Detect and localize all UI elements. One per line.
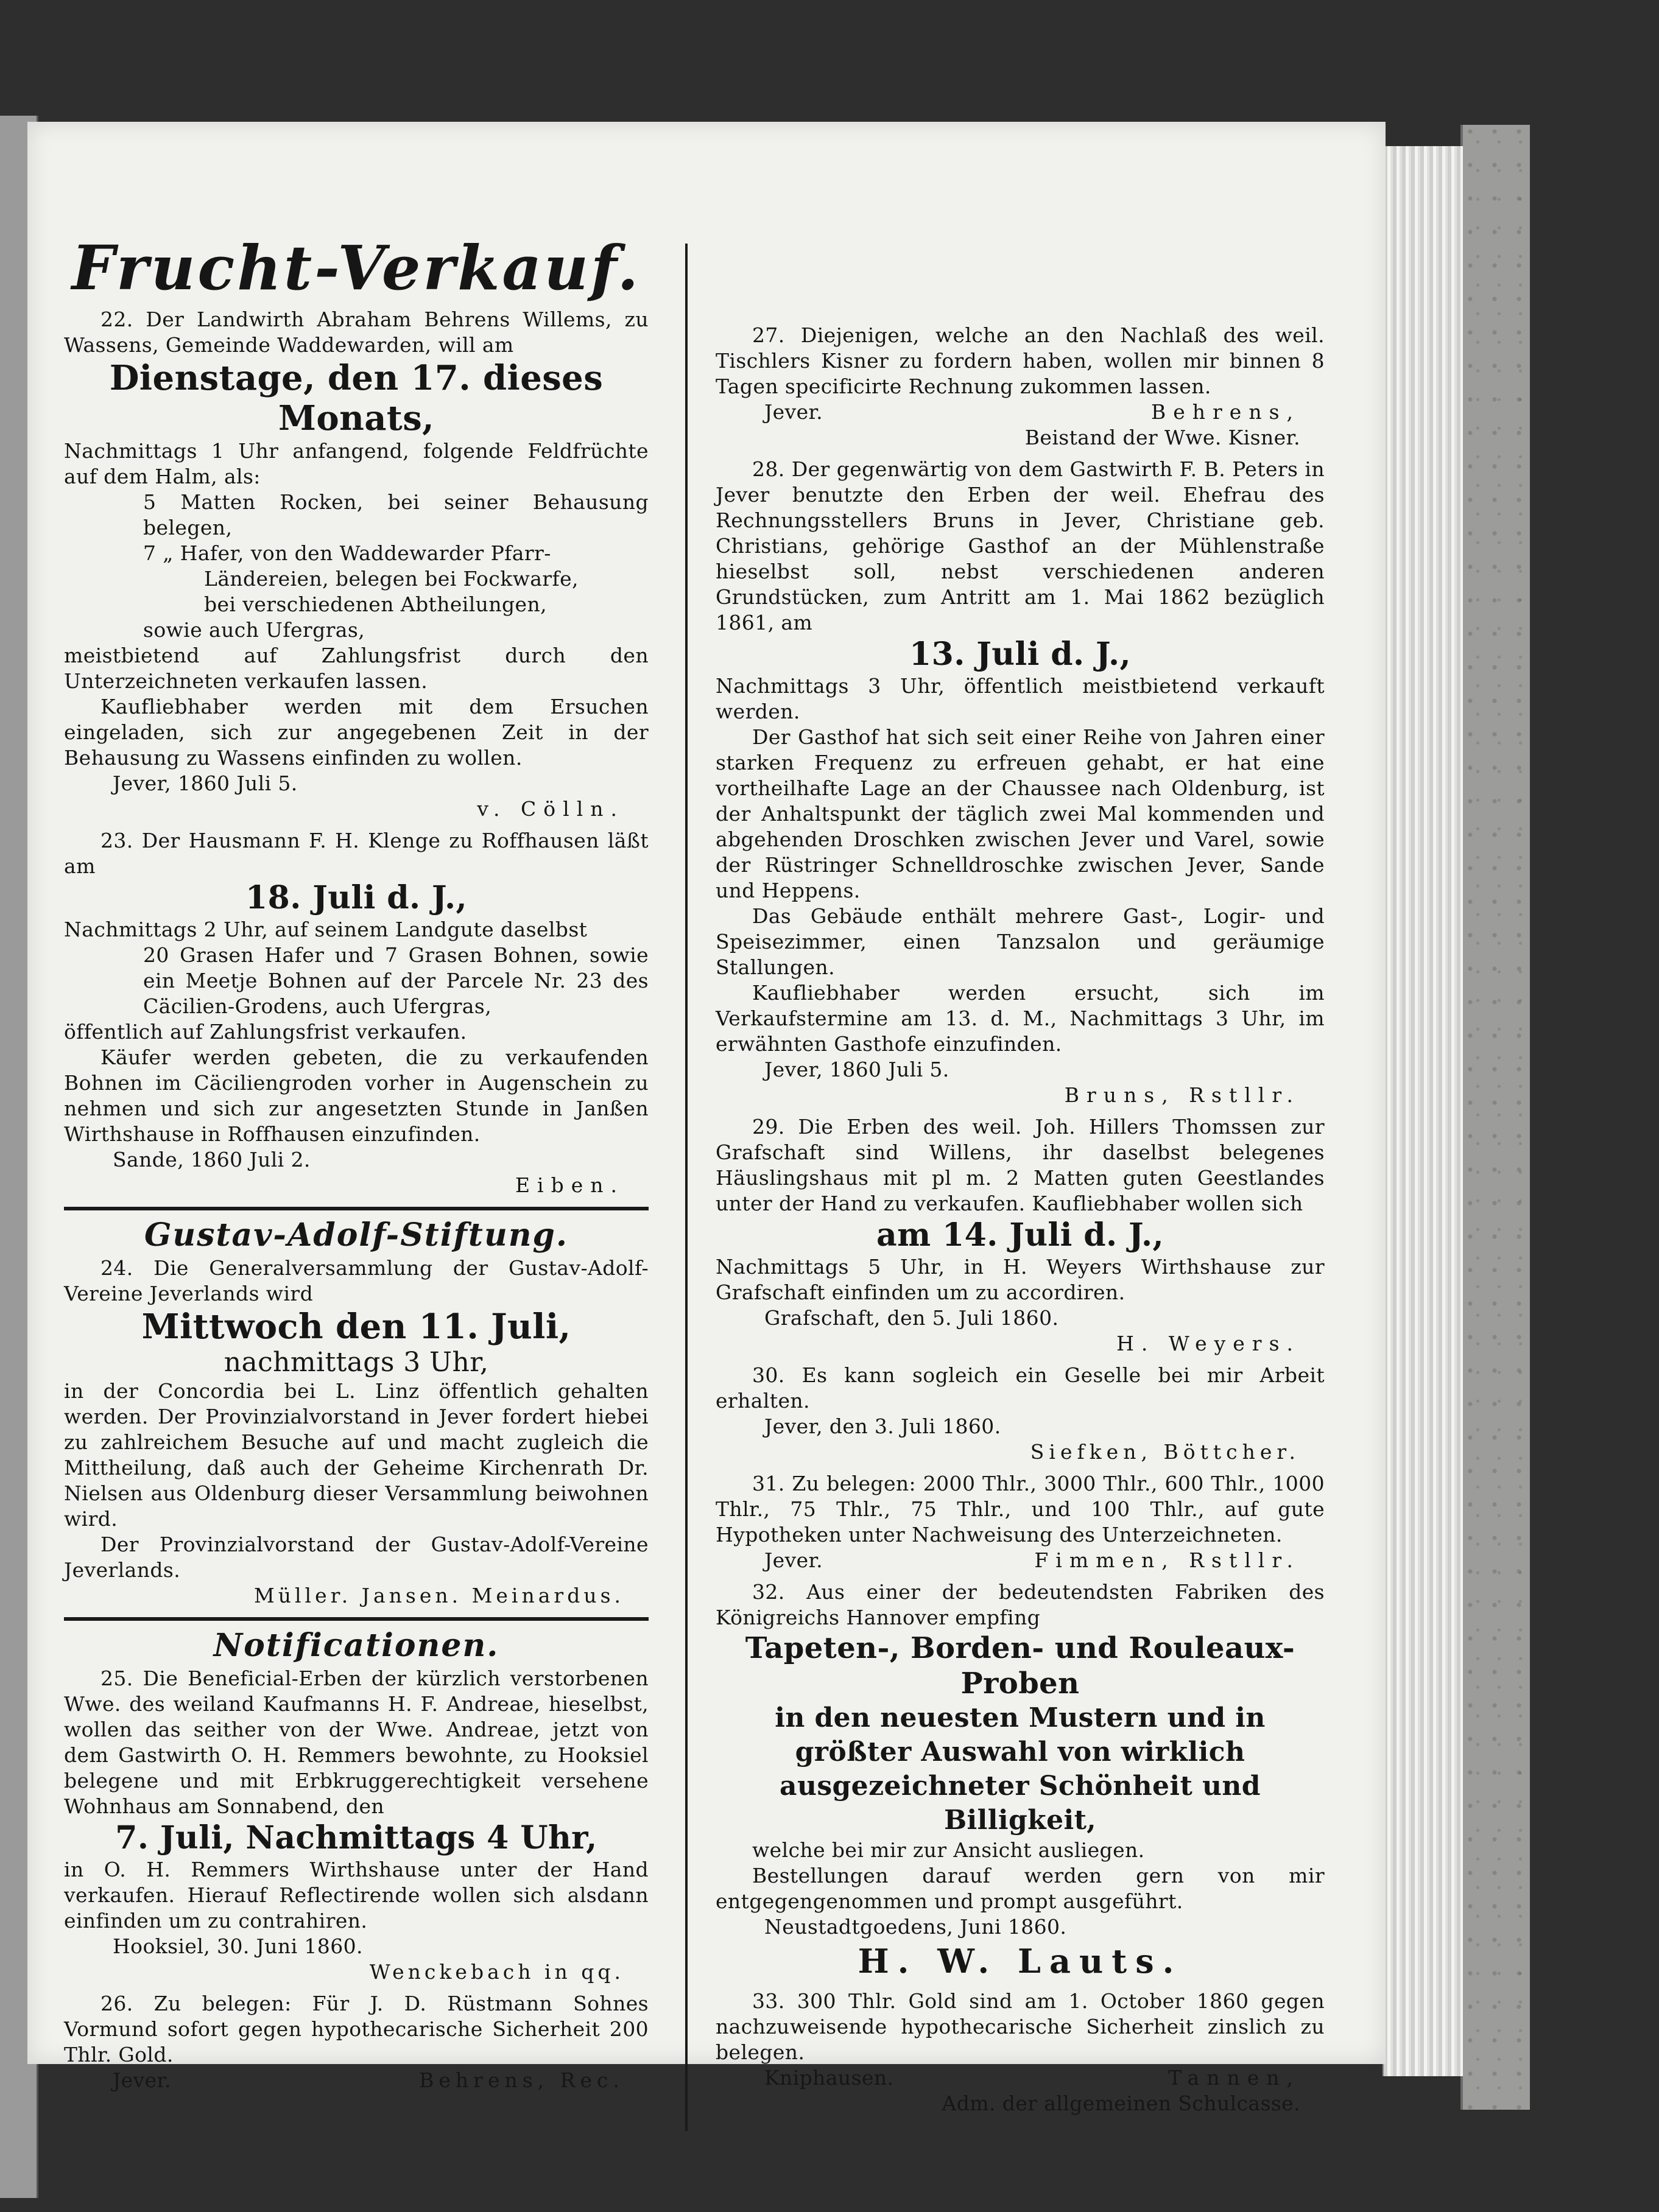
notice-27-signature: Behrens, xyxy=(1150,400,1300,424)
notice-31-place: Jever. xyxy=(764,1548,823,1572)
notice-27-role: Beistand der Wwe. Kisner. xyxy=(1024,426,1300,449)
notice-32-intro: 32. Aus einer der bedeutendsten Fabriken des Königreichs Hannover empfing xyxy=(716,1580,1325,1629)
notice-29-date: am 14. Juli d. J., xyxy=(876,1217,1164,1254)
notice-26-body: 26. Zu belegen: Für J. D. Rüstmann Sohnes Vormund sofort gegen hypothecarische Sicherheit 200 Thlr. Gold. xyxy=(64,1992,649,2066)
notice-33-role: Adm. der allgemeinen Schulcasse. xyxy=(942,2091,1300,2115)
notice-28-rooms: Das Gebäude enthält mehrere Gast-, Logir- und Speisezimmer, einen Tanzsalon und geräumige Stallungen. xyxy=(716,904,1325,979)
notice-25-dateline: Hooksiel, 30. Juni 1860. xyxy=(113,1934,363,1958)
notice-24-signatures: Müller. Jansen. Meinardus. xyxy=(253,1584,624,1607)
notice-27-body: 27. Diejenigen, welche an den Nachlaß des weil. Tischlers Kisner zu fordern haben, wollen mir binnen 8 Tagen specificirte Rechnung zukommen lassen. xyxy=(716,323,1325,398)
heading-notificationen: Notificationen. xyxy=(213,1627,499,1664)
notice-26-place: Jever. xyxy=(113,2068,171,2092)
notice-31-body: 31. Zu belegen: 2000 Thlr., 3000 Thlr., 600 Thlr., 1000 Thlr., 75 Thlr., 75 Thlr., und 100 Thlr., auf gute Hypotheken unter Nachweisung des Unterzeichneten. xyxy=(716,1472,1325,1547)
notice-30 xyxy=(716,1363,1325,1465)
notice-23-terms: öffentlich auf Zahlungsfrist verkaufen. xyxy=(64,1020,467,1044)
notice-28-desc: Der Gasthof hat sich seit einer Reihe von Jahren einer starken Frequenz zu erfreuen gehabt, er hat eine vortheilhafte Lage an der Chaussee nach Oldenburg, ist der Anhaltspunkt der täglich zwei Mal kommenden und abgehenden Droschken zwischen Jever und Varel, sowie der Rüstringer Schnelldroschke zwischen Jever, Sande und Heppens. xyxy=(716,725,1325,902)
notice-33-signature: Tannen, xyxy=(1168,2066,1300,2090)
notice-22-dateline: Jever, 1860 Juli 5. xyxy=(113,771,298,795)
notice-22-item-4: bei verschiedenen Abtheilungen, xyxy=(204,592,547,616)
notice-29-intro: 29. Die Erben des weil. Joh. Hillers Thomssen zur Grafschaft sind Willens, ihr daselbst belegenes Häuslingshaus mit pl m. 2 Matten guten Geestlandes unter der Hand zu verkaufen. Kaufliebhaber wollen sich xyxy=(716,1115,1325,1215)
notice-30-body: 30. Es kann sogleich ein Geselle bei mir Arbeit erhalten. xyxy=(716,1363,1325,1413)
notice-24-date: Mittwoch den 11. Juli, xyxy=(141,1307,571,1347)
notice-22-time: Nachmittags 1 Uhr anfangend, folgende Feldfrüchte auf dem Halm, als: xyxy=(64,439,649,488)
notice-22-invite: Kaufliebhaber werden mit dem Ersuchen eingeladen, sich zur angegebenen Zeit in der Behausung zu Wassens einfinden zu wollen. xyxy=(64,695,649,770)
notice-24-board: Der Provinzialvorstand der Gustav-Adolf-Vereine Jeverlands. xyxy=(64,1533,649,1582)
notice-28-intro: 28. Der gegenwärtig von dem Gastwirth F. B. Peters in Jever benutzte den Erben der weil. Ehefrau des Rechnungsstellers Bruns in Jever, Christiane geb. Christians, gehörige Gasthof an der Mühlenstraße hieselbst soll, nebst verschiedenen anderen Grundstücken, zum Antritt am 1. Mai 1862 bezüglich 1861, am xyxy=(716,457,1325,634)
notice-32-signature: H. W. Lauts. xyxy=(858,1942,1183,1981)
notice-24-body: in der Concordia bei L. Linz öffentlich gehalten werden. Der Provinzialvorstand in Jever fordert hiebei zu zahlreichem Besuche auf und macht zugleich die Mittheilung, daß auch der Geheime Kirchenrath Dr. Nielsen aus Oldenburg dieser Versammlung beiwohnen wird. xyxy=(64,1379,649,1531)
notice-32-headline-3: in den neuesten Mustern und in größter Auswahl von wirklich ausgezeichneter Schönheit und Billigkeit, xyxy=(775,1702,1266,1836)
notice-25 xyxy=(64,1666,649,1985)
heading-gustav-adolf: Gustav-Adolf-Stiftung. xyxy=(144,1217,569,1254)
notice-23-signature: Eiben. xyxy=(515,1173,624,1197)
notice-22-item-2: 7 „ Hafer, von den Waddewarder Pfarr- xyxy=(143,541,551,565)
notice-28 xyxy=(716,457,1325,1108)
notice-30-signature: Siefken, Böttcher. xyxy=(1030,1440,1300,1464)
notice-23 xyxy=(64,828,649,1198)
notice-22-item-3: Ländereien, belegen bei Fockwarfe, xyxy=(204,567,579,591)
notice-24-intro: 24. Die Generalversammlung der Gustav-Adolf-Vereine Jeverlands wird xyxy=(64,1256,649,1305)
notice-33-place: Kniphausen. xyxy=(764,2066,894,2090)
notice-23-time: Nachmittags 2 Uhr, auf seinem Landgute daselbst xyxy=(64,918,588,941)
heading-frucht-verkauf: Frucht-Verkauf. xyxy=(71,232,641,304)
notice-28-dateline: Jever, 1860 Juli 5. xyxy=(764,1058,949,1081)
notice-23-items: 20 Grasen Hafer und 7 Grasen Bohnen, sowie ein Meetje Bohnen auf der Parcele Nr. 23 des Cäcilien-Grodens, auch Ufergras, xyxy=(143,943,649,1018)
notice-22-item-1: 5 Matten Rocken, bei seiner Behausung belegen, xyxy=(143,490,649,539)
section-rule xyxy=(64,1207,649,1210)
notice-28-signature: Bruns, Rstllr. xyxy=(1064,1083,1300,1107)
notice-27 xyxy=(716,323,1325,451)
notice-29 xyxy=(716,1114,1325,1357)
notice-24-time: nachmittags 3 Uhr, xyxy=(224,1347,489,1378)
notice-33 xyxy=(716,1989,1325,2116)
notice-28-invite: Kaufliebhaber werden ersucht, sich im Verkaufstermine am 13. d. M., Nachmittags 3 Uhr, im erwähnten Gasthofe einzufinden. xyxy=(716,981,1325,1056)
notice-32-note: welche bei mir zur Ansicht ausliegen. xyxy=(752,1838,1145,1862)
notice-32 xyxy=(716,1579,1325,1982)
notice-27-place: Jever. xyxy=(764,400,823,424)
notice-22-date: Dienstage, den 17. dieses Monats, xyxy=(109,358,604,438)
page-stack-edge xyxy=(1382,146,1463,2076)
notice-22-signature: v. Cölln. xyxy=(477,797,624,821)
notice-32-headline-1: Tapeten-, Borden- und Rouleaux- xyxy=(745,1631,1295,1665)
notice-28-date: 13. Juli d. J., xyxy=(909,636,1131,673)
notice-25-date: 7. Juli, Nachmittags 4 Uhr, xyxy=(115,1819,597,1856)
notice-26 xyxy=(64,1991,649,2093)
notice-33-body: 33. 300 Thlr. Gold sind am 1. October 1860 gegen nachzuweisende hypothecarische Sicherheit zinslich zu belegen. xyxy=(716,1989,1325,2064)
column-divider xyxy=(685,244,688,2131)
notice-28-time: Nachmittags 3 Uhr, öffentlich meistbietend verkauft werden. xyxy=(716,674,1325,723)
notice-24 xyxy=(64,1255,649,1609)
notice-29-signature: H. Weyers. xyxy=(1116,1332,1300,1355)
notice-32-dateline: Neustadtgoedens, Juni 1860. xyxy=(764,1915,1067,1939)
notice-23-date: 18. Juli d. J., xyxy=(245,879,467,916)
notice-31 xyxy=(716,1471,1325,1573)
section-rule xyxy=(64,1617,649,1621)
notice-25-intro: 25. Die Beneficial-Erben der kürzlich verstorbenen Wwe. des weiland Kaufmanns H. F. Andreae, hieselbst, wollen das seither von der Wwe. Andreae, jetzt von dem Gastwirth O. H. Remmers bewohnte, zu Hooksiel belegene und mit Erbkruggerechtigkeit versehene Wohnhaus am Sonnabend, den xyxy=(64,1666,649,1818)
notice-29-dateline: Grafschaft, den 5. Juli 1860. xyxy=(764,1306,1059,1330)
notice-31-signature: Fimmen, Rstllr. xyxy=(1034,1548,1300,1572)
notice-23-intro: 23. Der Hausmann F. H. Klenge zu Roffhausen läßt am xyxy=(64,829,649,878)
notice-22-item-5: sowie auch Ufergras, xyxy=(143,618,365,642)
book-cover xyxy=(1460,125,1530,2110)
notice-22-intro: 22. Der Landwirth Abraham Behrens Willems, zu Wassens, Gemeinde Waddewarden, will am xyxy=(64,307,649,357)
notice-25-signature: Wenckebach in qq. xyxy=(369,1960,624,1984)
newspaper-page xyxy=(27,122,1386,2115)
notice-32-headline-2: Proben xyxy=(960,1666,1080,1701)
notice-26-signature: Behrens, Rec. xyxy=(419,2068,624,2092)
notice-29-time: Nachmittags 5 Uhr, in H. Weyers Wirthshause zur Grafschaft einfinden um zu accordiren. xyxy=(716,1255,1325,1304)
notice-32-orders: Bestellungen darauf werden gern von mir entgegengenommen und prompt ausgeführt. xyxy=(716,1864,1325,1913)
notice-23-dateline: Sande, 1860 Juli 2. xyxy=(113,1148,311,1171)
notice-25-body: in O. H. Remmers Wirthshause unter der Hand verkaufen. Hierauf Reflectirende wollen sich alsdann einfinden um zu contrahiren. xyxy=(64,1858,649,1933)
right-column xyxy=(716,213,1325,2116)
left-column xyxy=(64,213,649,2093)
notice-30-dateline: Jever, den 3. Juli 1860. xyxy=(764,1414,1001,1438)
notice-23-invite: Käufer werden gebeten, die zu verkaufenden Bohnen im Cäciliengroden vorher in Augenschein zu nehmen und sich zur angesetzten Stunde in Janßen Wirthshause in Roffhausen einzufinden. xyxy=(64,1045,649,1146)
notice-22 xyxy=(64,307,649,822)
notice-22-terms: meistbietend auf Zahlungsfrist durch den Unterzeichneten verkaufen lassen. xyxy=(64,644,649,693)
